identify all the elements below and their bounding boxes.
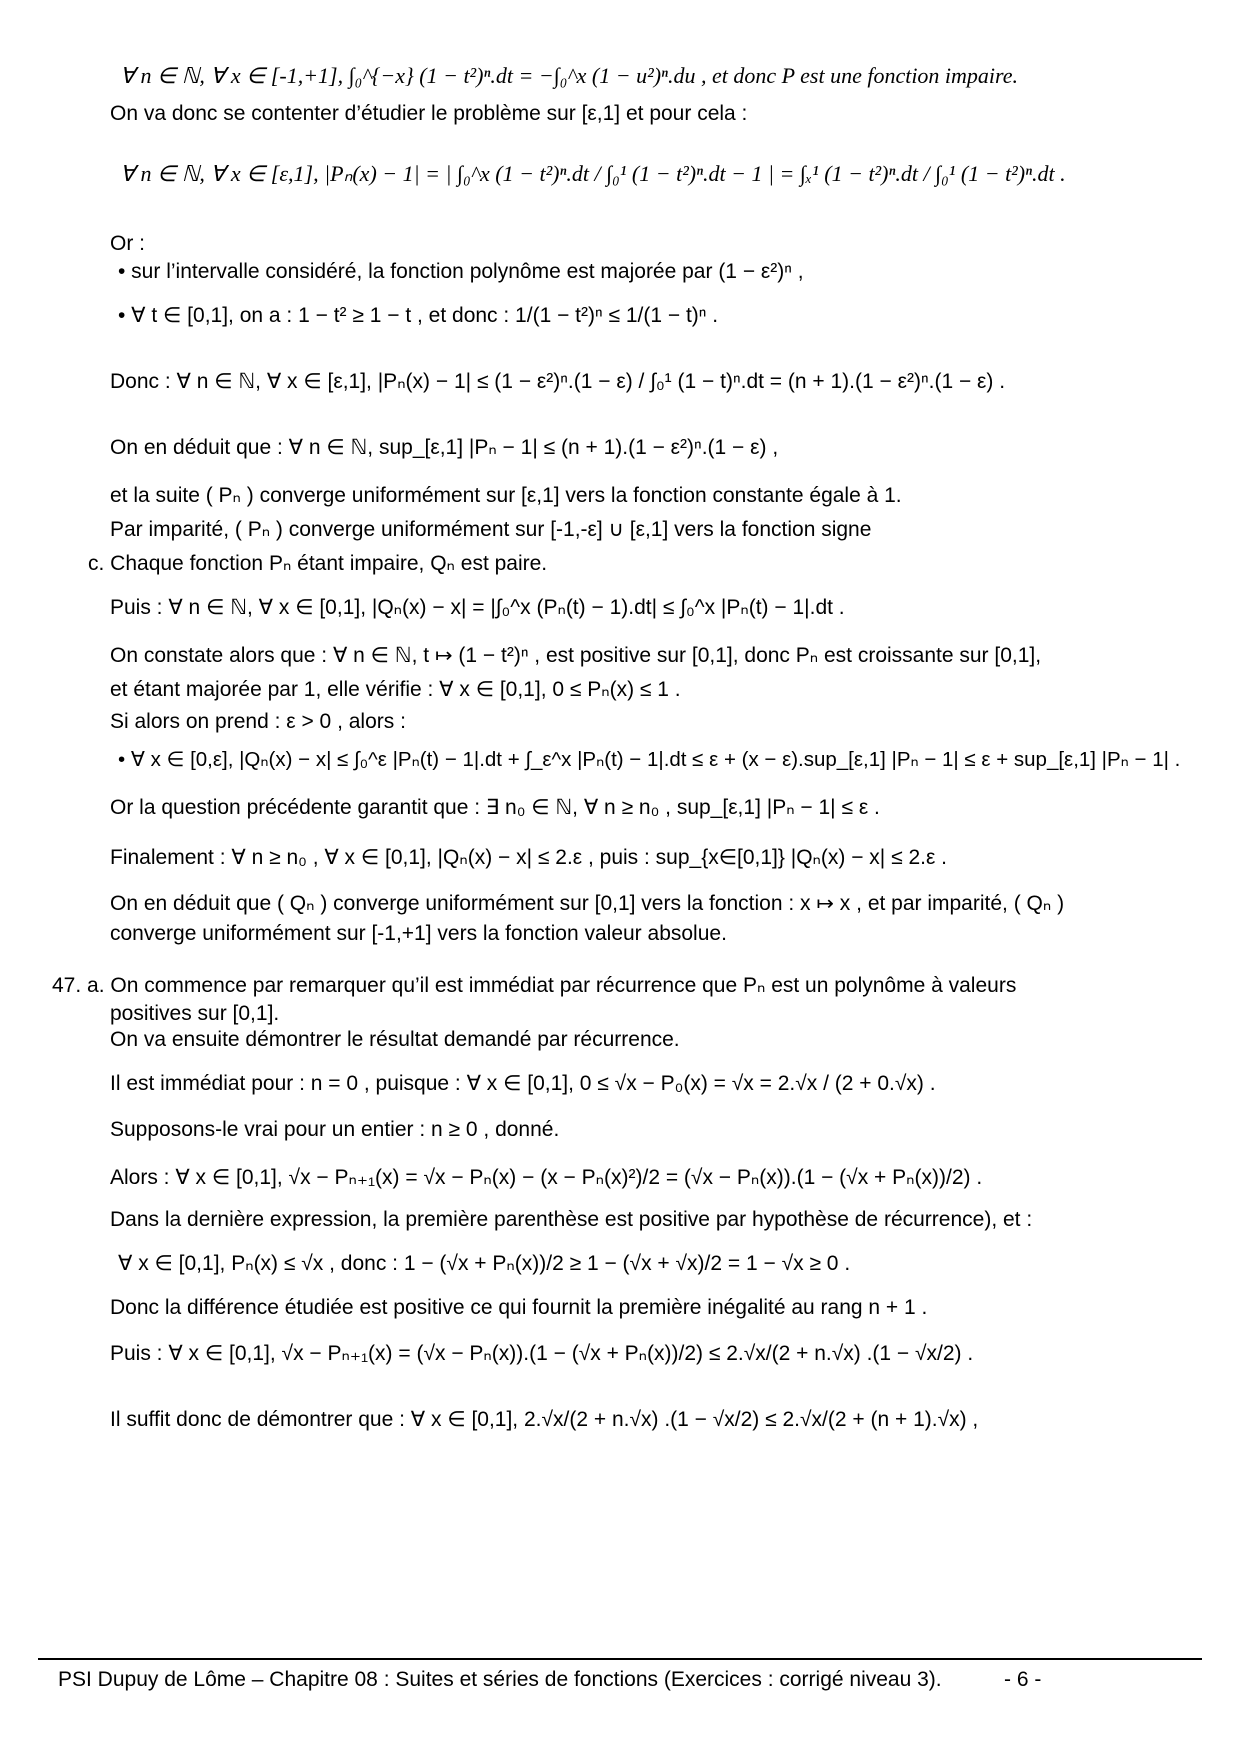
- text-line: Donc : ∀ n ∈ ℕ, ∀ x ∈ [ε,1], |Pₙ(x) − 1| ≤ (1 − ε²)ⁿ.(1 − ε) / ∫₀¹ (1 − t)ⁿ.dt = (n + 1).(1 − ε²)ⁿ.(1 − ε) .: [110, 370, 1006, 393]
- text-line: On constate alors que : ∀ n ∈ ℕ, t ↦ (1 − t²)ⁿ , est positive sur [0,1], donc Pₙ est croissante sur [0,1],: [110, 644, 1042, 667]
- text-line: positives sur [0,1].: [110, 1002, 280, 1025]
- text-line: Puis : ∀ n ∈ ℕ, ∀ x ∈ [0,1], |Qₙ(x) − x| = |∫₀^x (Pₙ(t) − 1).dt| ≤ ∫₀^x |Pₙ(t) − 1|.dt .: [110, 596, 845, 619]
- text-line: Dans la dernière expression, la première parenthèse est positive par hypothèse de récurrence), et :: [110, 1208, 1033, 1231]
- page-number: - 6 -: [1004, 1668, 1042, 1691]
- text-line: Si alors on prend : ε > 0 , alors :: [110, 710, 406, 733]
- text-line: Supposons-le vrai pour un entier : n ≥ 0 , donné.: [110, 1118, 560, 1141]
- text-line: c. Chaque fonction Pₙ étant impaire, Qₙ est paire.: [88, 552, 548, 575]
- bullet-line: • ∀ x ∈ [0,ε], |Qₙ(x) − x| ≤ ∫₀^ε |Pₙ(t) − 1|.dt + ∫_ε^x |Pₙ(t) − 1|.dt ≤ ε + (x − ε).sup_[ε,1] |Pₙ − 1| ≤ ε + sup_[ε,1] |Pₙ − 1| .: [118, 748, 1181, 771]
- footer-title: PSI Dupuy de Lôme – Chapitre 08 : Suites et séries de fonctions (Exercices : corrigé niveau 3).: [58, 1668, 942, 1691]
- text-line: Alors : ∀ x ∈ [0,1], √x − Pₙ₊₁(x) = √x − Pₙ(x) − (x − Pₙ(x)²)/2 = (√x − Pₙ(x)).(1 − (√x + Pₙ(x))/2) .: [110, 1166, 983, 1189]
- text-line: Il est immédiat pour : n = 0 , puisque : ∀ x ∈ [0,1], 0 ≤ √x − P₀(x) = √x = 2.√x / (2 + 0.√x) .: [110, 1072, 936, 1095]
- text-line: Par imparité, ( Pₙ ) converge uniformément sur [-1,-ε] ∪ [ε,1] vers la fonction signe: [110, 518, 872, 541]
- text-line: Or :: [110, 232, 145, 255]
- text-line: Il suffit donc de démontrer que : ∀ x ∈ [0,1], 2.√x/(2 + n.√x) .(1 − √x/2) ≤ 2.√x/(2 + (n + 1).√x) ,: [110, 1408, 979, 1431]
- bullet-line: • ∀ t ∈ [0,1], on a : 1 − t² ≥ 1 − t , et donc : 1/(1 − t²)ⁿ ≤ 1/(1 − t)ⁿ .: [118, 304, 719, 327]
- math-line: ∀ x ∈ [0,1], Pₙ(x) ≤ √x , donc : 1 − (√x + Pₙ(x))/2 ≥ 1 − (√x + √x)/2 = 1 − √x ≥ 0 .: [118, 1252, 851, 1275]
- text-line: Finalement : ∀ n ≥ n₀ , ∀ x ∈ [0,1], |Qₙ(x) − x| ≤ 2.ε , puis : sup_{x∈[0,1]} |Qₙ(x) − x| ≤ 2.ε .: [110, 846, 948, 869]
- text-line: et la suite ( Pₙ ) converge uniformément sur [ε,1] vers la fonction constante égale à 1.: [110, 484, 902, 507]
- text-line: Puis : ∀ x ∈ [0,1], √x − Pₙ₊₁(x) = (√x − Pₙ(x)).(1 − (√x + Pₙ(x))/2) ≤ 2.√x/(2 + n.√x) .(1 − √x/2) .: [110, 1342, 974, 1365]
- text-line: ∀ n ∈ ℕ, ∀ x ∈ [-1,+1], ∫₀^{−x} (1 − t²)ⁿ.dt = −∫₀^x (1 − u²)ⁿ.du , et donc P est une fonction impaire.: [120, 63, 1019, 88]
- text-line: On en déduit que : ∀ n ∈ ℕ, sup_[ε,1] |Pₙ − 1| ≤ (n + 1).(1 − ε²)ⁿ.(1 − ε) ,: [110, 436, 779, 459]
- footer-divider: [38, 1658, 1202, 1660]
- text-line: Donc la différence étudiée est positive ce qui fournit la première inégalité au rang n + 1 .: [110, 1296, 928, 1319]
- text-line: Or la question précédente garantit que : ∃ n₀ ∈ ℕ, ∀ n ≥ n₀ , sup_[ε,1] |Pₙ − 1| ≤ ε .: [110, 796, 880, 819]
- text-line: converge uniformément sur [-1,+1] vers la fonction valeur absolue.: [110, 922, 727, 945]
- text-line: On en déduit que ( Qₙ ) converge uniformément sur [0,1] vers la fonction : x ↦ x , et par imparité, ( Qₙ ): [110, 892, 1065, 915]
- text-line: On va ensuite démontrer le résultat demandé par récurrence.: [110, 1028, 680, 1051]
- text-line: et étant majorée par 1, elle vérifie : ∀ x ∈ [0,1], 0 ≤ Pₙ(x) ≤ 1 .: [110, 678, 681, 701]
- text-line: 47. a. On commence par remarquer qu’il est immédiat par récurrence que Pₙ est un polynôme à valeurs: [52, 974, 1017, 997]
- text-line: On va donc se contenter d’étudier le problème sur [ε,1] et pour cela :: [110, 102, 748, 125]
- bullet-line: • sur l’intervalle considéré, la fonction polynôme est majorée par (1 − ε²)ⁿ ,: [118, 260, 804, 283]
- math-line: ∀ n ∈ ℕ, ∀ x ∈ [ε,1], |Pₙ(x) − 1| = | ∫₀^x (1 − t²)ⁿ.dt / ∫₀¹ (1 − t²)ⁿ.dt − 1 | = ∫ₓ¹ (1 − t²)ⁿ.dt / ∫₀¹ (1 − t²)ⁿ.dt .: [120, 161, 1066, 186]
